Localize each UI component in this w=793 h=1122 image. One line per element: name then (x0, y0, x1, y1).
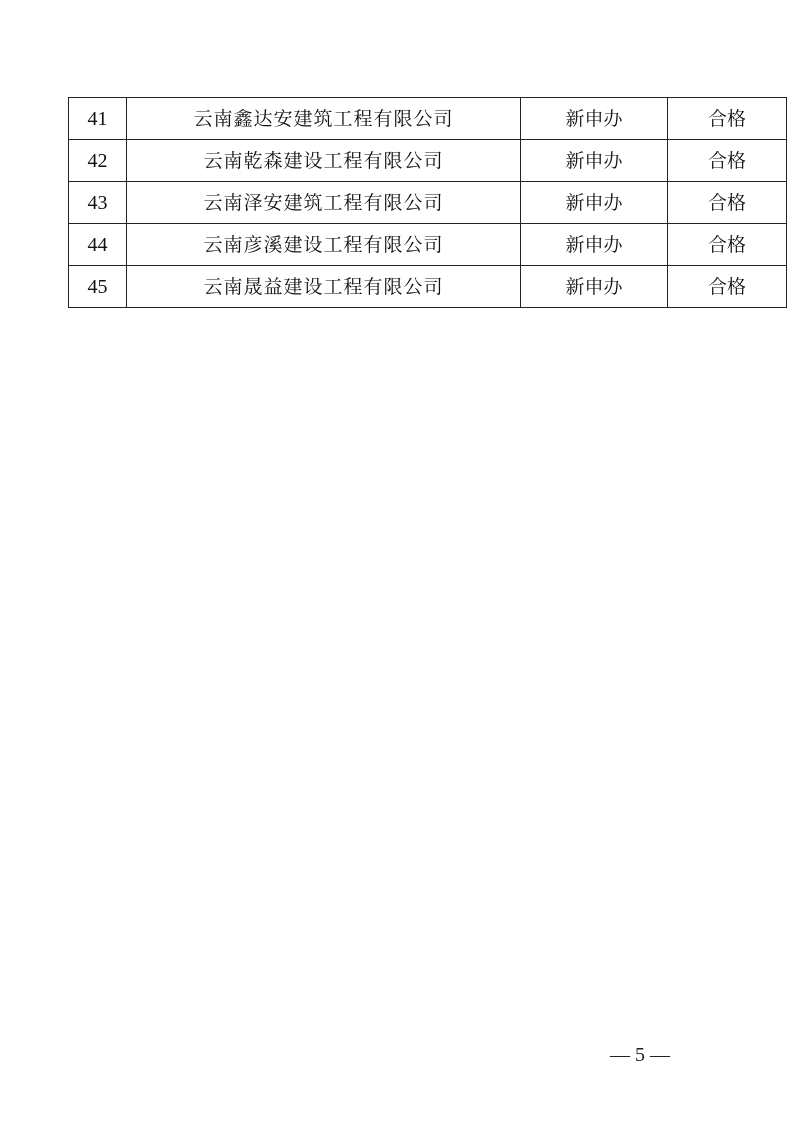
table-row (69, 266, 787, 308)
result-cell: 合格 (668, 98, 787, 140)
results-table (68, 97, 787, 308)
row-number-cell: 45 (69, 266, 127, 308)
row-number-cell: 42 (69, 140, 127, 182)
result-cell: 合格 (668, 266, 787, 308)
table-row (69, 98, 787, 140)
company-name-cell: 云南泽安建筑工程有限公司 (127, 182, 521, 224)
application-type-cell: 新申办 (521, 98, 668, 140)
row-number-cell: 43 (69, 182, 127, 224)
application-type-cell: 新申办 (521, 140, 668, 182)
company-name-cell: 云南彦溪建设工程有限公司 (127, 224, 521, 266)
table-row (69, 140, 787, 182)
row-number-cell: 44 (69, 224, 127, 266)
row-number-cell: 41 (69, 98, 127, 140)
result-cell: 合格 (668, 182, 787, 224)
application-type-cell: 新申办 (521, 182, 668, 224)
table-row (69, 182, 787, 224)
company-name-cell: 云南乾森建设工程有限公司 (127, 140, 521, 182)
application-type-cell: 新申办 (521, 224, 668, 266)
company-name-cell: 云南鑫达安建筑工程有限公司 (127, 98, 521, 140)
application-type-cell: 新申办 (521, 266, 668, 308)
company-name-cell: 云南晟益建设工程有限公司 (127, 266, 521, 308)
page-number: — 5 — (610, 1044, 670, 1066)
table-row (69, 224, 787, 266)
result-cell: 合格 (668, 224, 787, 266)
result-cell: 合格 (668, 140, 787, 182)
